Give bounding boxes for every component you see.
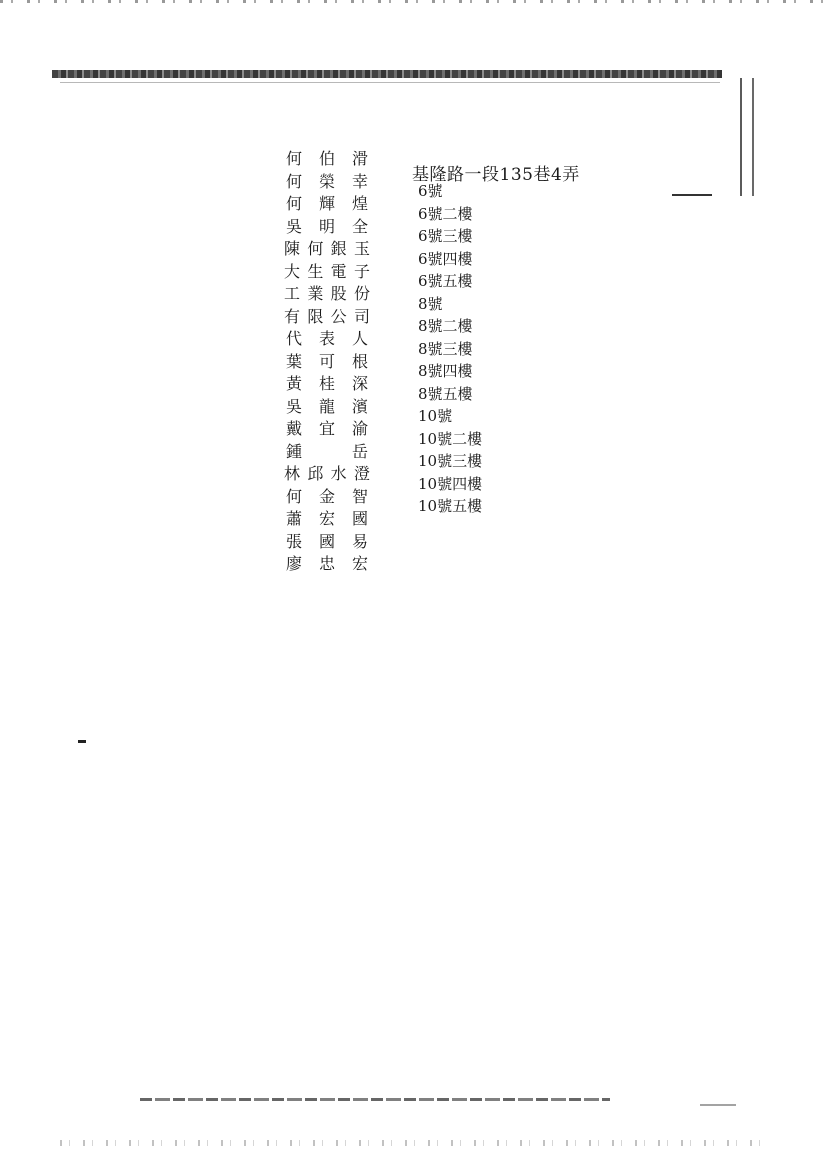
address-entry: 8號四樓: [418, 362, 473, 380]
scan-noise-top: [0, 0, 832, 3]
name-entry: 何 金 智: [285, 486, 368, 506]
address-entry: 10號三樓: [418, 452, 483, 470]
name-entry: 大 生 電 子: [283, 261, 370, 281]
name-entry: 代 表 人: [285, 329, 368, 348]
name-entry: 何 榮 幸: [285, 171, 368, 191]
owner-names-column: [282, 148, 372, 576]
address-list: [418, 180, 538, 518]
address-entry: 10號: [418, 407, 453, 425]
address-entry: 8號: [418, 294, 443, 313]
name-entry: 吳 龍 濱: [285, 396, 368, 416]
name-entry: 吳 明 全: [285, 216, 368, 236]
bottom-border-fragment: [700, 1104, 736, 1106]
name-entry: 何 伯 滑: [285, 149, 368, 168]
bottom-border-rule: [140, 1098, 610, 1101]
name-entry: 蕭 宏 國: [285, 509, 368, 528]
name-entry: 葉 可 根: [285, 351, 368, 371]
address-entry: 8號五樓: [418, 384, 473, 403]
name-entry: 有 限 公 司: [283, 306, 370, 326]
address-header: 基隆路一段135巷4弄: [412, 165, 580, 185]
name-entry: 林 邱 水 澄: [283, 464, 370, 483]
name-entry: 黃 桂 深: [285, 374, 368, 393]
name-entry: 何 輝 煌: [285, 194, 368, 213]
top-border-thin-rule: [60, 82, 720, 83]
name-entry: 戴 宜 渝: [285, 419, 368, 438]
address-entry: 10號五樓: [418, 497, 483, 515]
address-entry: 6號四樓: [418, 249, 473, 268]
scan-noise-bottom: [60, 1140, 760, 1146]
address-entry: 6號: [418, 182, 443, 200]
address-entry: 8號三樓: [418, 339, 473, 358]
margin-mark: [78, 740, 86, 743]
address-entry: 6號三樓: [418, 227, 473, 245]
name-entry: 廖 忠 宏: [285, 554, 368, 573]
address-entry: 6號二樓: [418, 204, 473, 223]
name-entry: 陳 何 銀 玉: [283, 239, 370, 258]
address-entry: 10號二樓: [418, 429, 483, 448]
address-entry: 8號二樓: [418, 317, 473, 335]
name-entry: 工 業 股 份: [283, 284, 370, 303]
address-entry: 10號四樓: [418, 474, 483, 493]
address-entry: 6號五樓: [418, 272, 473, 290]
name-entry: 張 國 易: [285, 531, 368, 551]
name-entry: 鍾 岳: [285, 441, 368, 461]
top-border-rule: [52, 70, 722, 78]
right-margin-bracket: [740, 78, 754, 196]
right-margin-tick: [672, 194, 712, 196]
